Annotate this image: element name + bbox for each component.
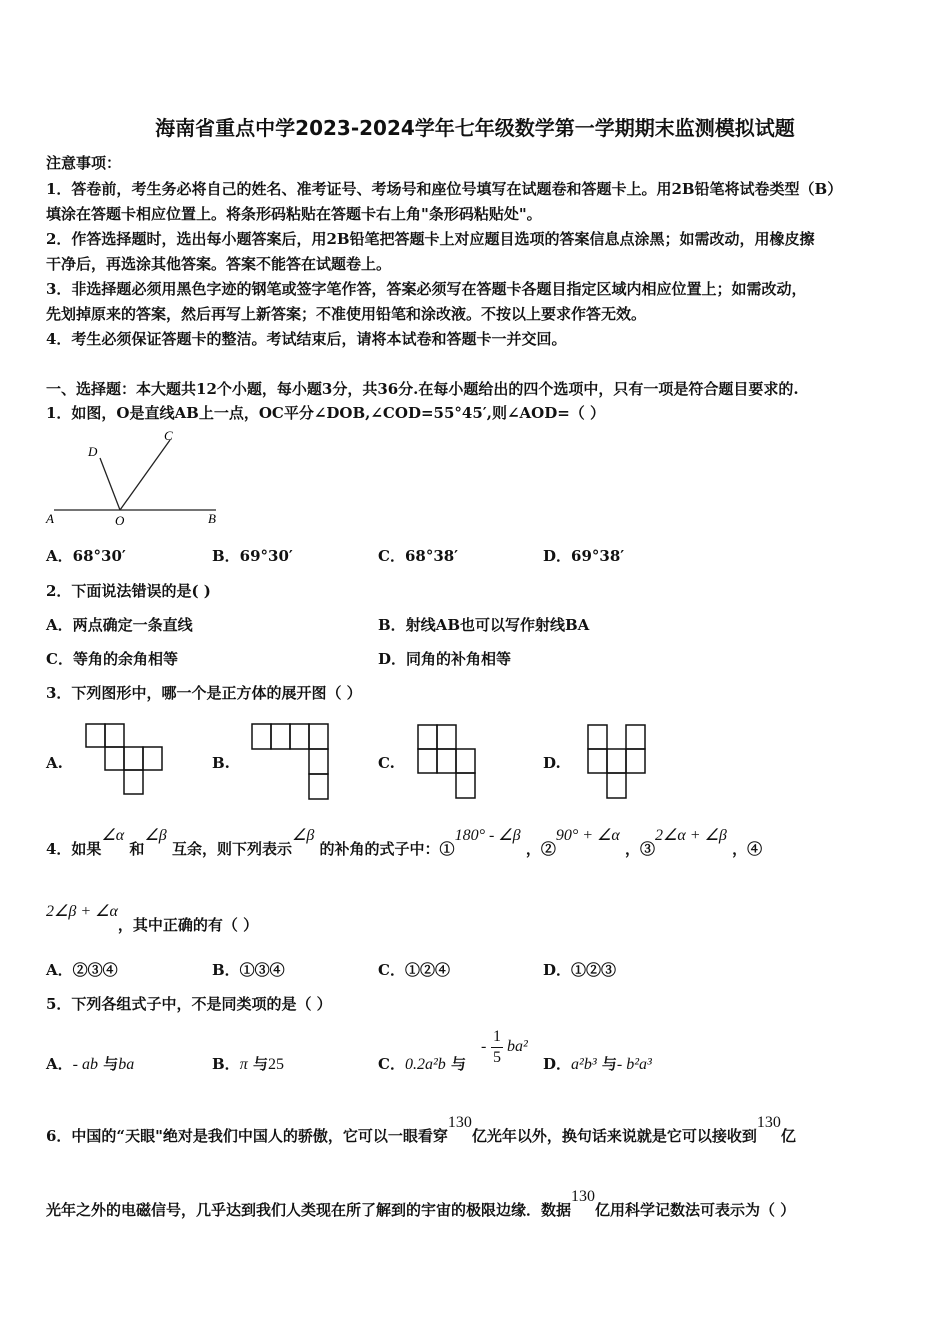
q4-line1	[46, 827, 763, 859]
q1-stem: 1．如图，O是直线AB上一点，OC平分∠DOB,∠COD=55°45′,则∠AOD=（ ）	[46, 404, 606, 422]
q1-option-a: A．68°30′	[46, 547, 126, 565]
q4-text: 和	[129, 840, 145, 858]
section-heading: 一、选择题：本大题共12个小题，每小题3分，共36分.在每小题给出的四个选项中，只有一项是符合题目要求的.	[46, 380, 799, 398]
q2-option-b: B．射线AB也可以写作射线BA	[378, 616, 590, 634]
q3-stem: 3．下列图形中，哪一个是正方体的展开图（ ）	[46, 684, 362, 702]
q4-text: ，③	[625, 840, 656, 858]
notice-line: 先划掉原来的答案，然后再写上新答案；不准使用铅笔和涂改液。不按以上要求作答无效。	[46, 305, 647, 323]
notice-line: 填涂在答题卡相应位置上。将条形码粘贴在答题卡右上角"条形码粘贴处"。	[46, 205, 542, 223]
q3-net-d	[586, 722, 652, 802]
q4-option-c: C．①②④	[378, 961, 450, 979]
notice-header: 注意事项：	[46, 154, 122, 172]
q6-line1: 6．中国的“天眼"绝对是我们中国人的骄傲，它可以一眼看穿130亿光年以外，换句话来说就是它可以接收到130亿	[46, 1114, 796, 1145]
notice-line: 1．答卷前，考生务必将自己的姓名、准考证号、考场号和座位号填写在试题卷和答题卡上。用2B铅笔将试卷类型（B）	[46, 180, 843, 198]
q5-option-c: C．0.2a²b 与	[378, 1055, 466, 1073]
label-a: A	[46, 511, 54, 526]
q3-option-c-label: C.	[378, 754, 395, 772]
q4-text: ，④	[732, 840, 763, 858]
q4-line2	[46, 903, 259, 935]
q5-option-d: D．a²b³ 与- b²a³	[543, 1055, 652, 1073]
q1-option-b: B．69°30′	[212, 547, 293, 565]
q3-net-c	[416, 722, 482, 802]
q4-text: 4．如果	[46, 840, 102, 858]
q4-text: ，其中正确的有（ ）	[117, 916, 259, 934]
label-b: B	[208, 511, 216, 526]
label-o: O	[115, 513, 125, 528]
q4-math: 2∠α + ∠β	[655, 827, 727, 844]
q4-text: ，②	[525, 840, 556, 858]
q2-option-d: D．同角的补角相等	[378, 650, 512, 668]
q4-math: 180° - ∠β	[454, 827, 521, 844]
q3-option-d-label: D.	[543, 754, 561, 772]
label-d: D	[88, 444, 98, 459]
q1-option-d: D．69°38′	[543, 547, 625, 565]
q5-stem: 5．下列各组式子中，不是同类项的是（ ）	[46, 995, 332, 1013]
q3-net-a	[84, 722, 166, 802]
notice-line: 3．非选择题必须用黑色字迹的钢笔或签字笔作答，答案必须写在答题卡各题目指定区域内相应位置上；如需改动，	[46, 280, 807, 298]
q4-math: 2∠β + ∠α	[46, 903, 118, 920]
q4-option-d: D．①②③	[543, 961, 617, 979]
q4-option-a: A．②③④	[46, 961, 118, 979]
q3-option-a-label: A.	[46, 754, 63, 772]
page-title: 海南省重点中学2023-2024学年七年级数学第一学期期末监测模拟试题	[155, 116, 795, 140]
notice-line: 干净后，再选涂其他答案。答案不能答在试题卷上。	[46, 255, 392, 273]
q2-option-c: C．等角的余角相等	[46, 650, 178, 668]
q4-option-b: B．①③④	[212, 961, 285, 979]
q1-option-c: C．68°38′	[378, 547, 459, 565]
label-c: C	[164, 428, 173, 443]
q4-math: ∠β	[144, 827, 167, 844]
q6-line2: 光年之外的电磁信号，几乎达到我们人类现在所了解到的宇宙的极限边缘．数据130亿用科学记数法可表示为（ ）	[46, 1188, 796, 1219]
q5-option-b: B．π 与25	[212, 1055, 284, 1073]
notice-line: 2．作答选择题时，选出每小题答案后，用2B铅笔把答题卡上对应题目选项的答案信息点涂黑；如需改动，用橡皮擦	[46, 230, 815, 248]
q4-math: 90° + ∠α	[555, 827, 620, 844]
q1-angle-figure	[44, 428, 224, 528]
q4-text: 的补角的式子中：①	[319, 840, 455, 858]
q4-math: ∠β	[292, 827, 315, 844]
q2-stem: 2．下面说法错误的是( )	[46, 582, 211, 600]
q3-net-b	[250, 722, 332, 802]
notice-line: 4．考生必须保证答题卡的整洁。考试结束后，请将本试卷和答题卡一并交回。	[46, 330, 567, 348]
q4-math: ∠α	[101, 827, 125, 844]
q2-option-a: A．两点确定一条直线	[46, 616, 193, 634]
q4-text: 互余，则下列表示	[171, 840, 292, 858]
q5-option-a: A．- ab 与ba	[46, 1055, 135, 1073]
q3-option-b-label: B.	[212, 754, 230, 772]
